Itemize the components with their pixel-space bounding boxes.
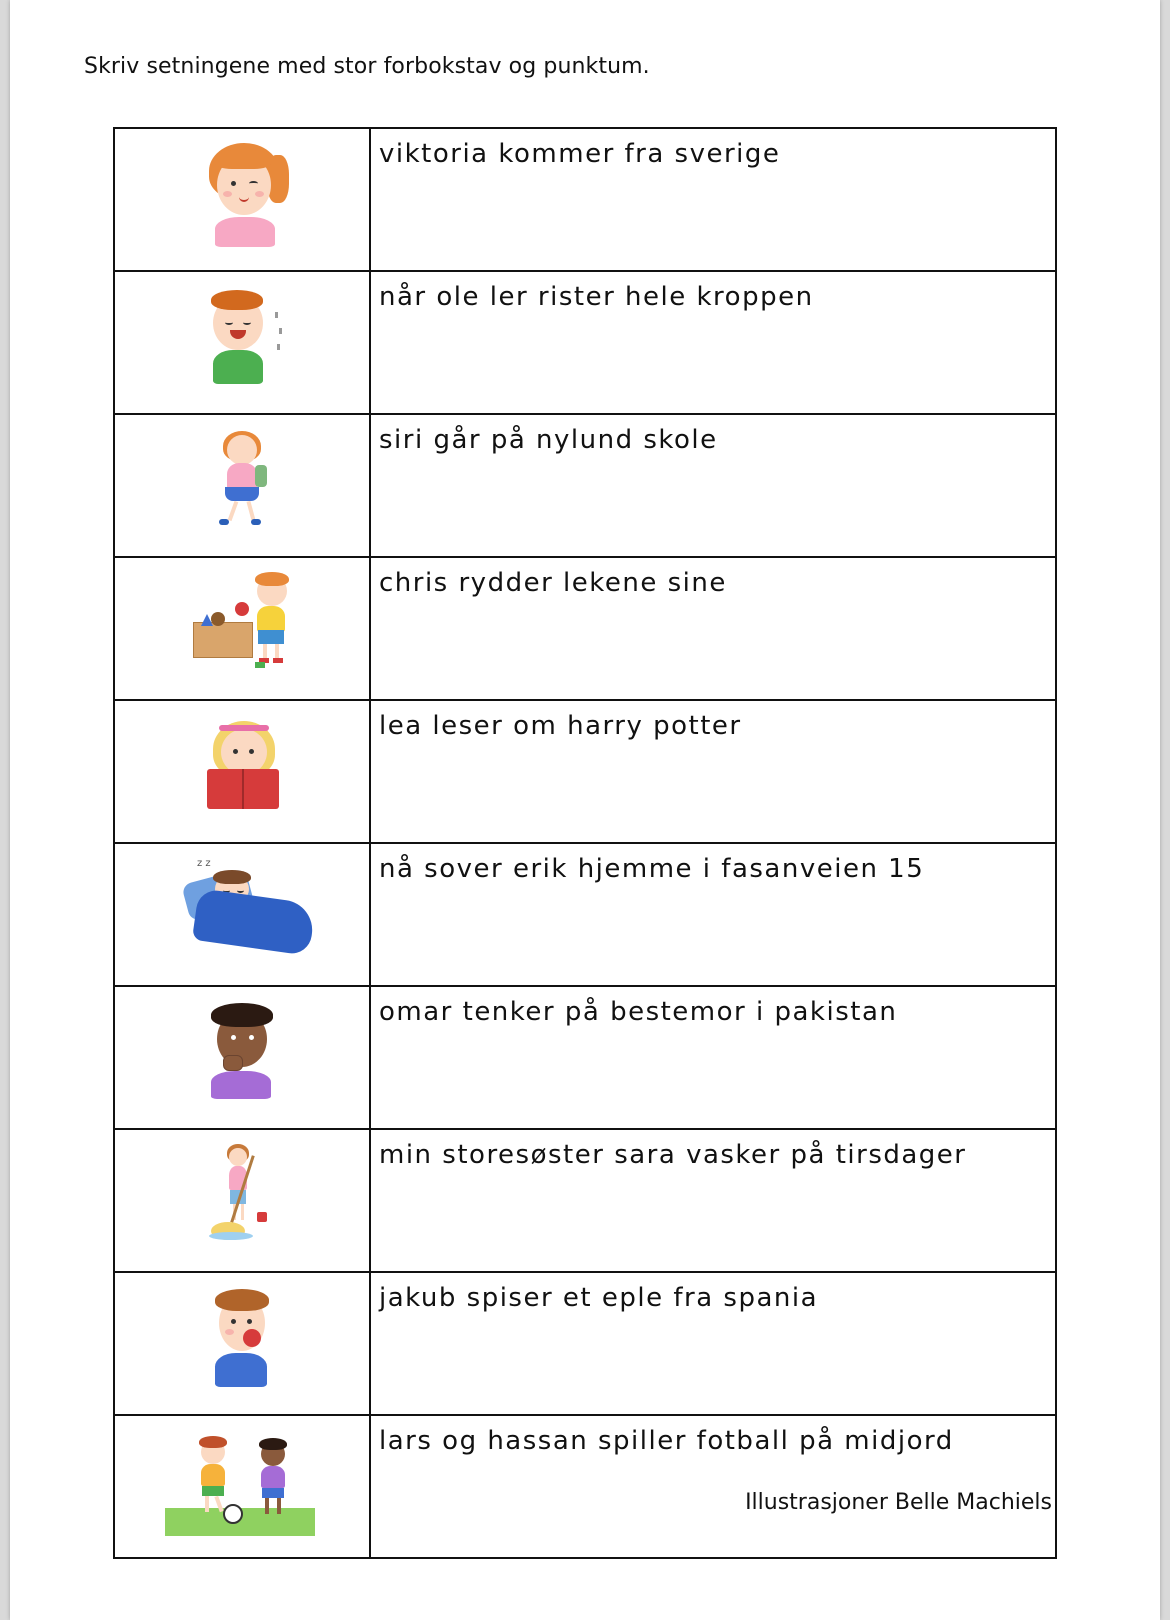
sentence-text: min storesøster sara vasker på tirsdager (370, 1129, 1056, 1272)
boy-sleeping-icon (115, 844, 369, 975)
sentence-text: når ole ler rister hele kroppen (370, 271, 1056, 414)
girl-reading-book-icon (115, 701, 369, 832)
sentence-text: siri går på nylund skole (370, 414, 1056, 557)
sentence-text: lars og hassan spiller fotball på midjord (370, 1415, 1056, 1558)
illustration-credit: Illustrasjoner Belle Machiels (745, 1490, 1052, 1515)
zzz-icon: z z (197, 858, 211, 869)
illustration-cell (114, 1129, 370, 1272)
instruction-text: Skriv setningene med stor forbokstav og punktum. (84, 54, 650, 79)
sentence-text: lea leser om harry potter (370, 700, 1056, 843)
sentence-text: jakub spiser et eple fra spania (370, 1272, 1056, 1415)
table-row (114, 1129, 1056, 1272)
sentence-text: omar tenker på bestemor i pakistan (370, 986, 1056, 1129)
table-row (114, 843, 1056, 986)
illustration-cell (114, 700, 370, 843)
boy-eating-apple-icon (115, 1273, 369, 1404)
illustration-cell (114, 128, 370, 271)
illustration-cell (114, 843, 370, 986)
sentence-text: nå sover erik hjemme i fasanveien 15 (370, 843, 1056, 986)
boy-laughing-icon (115, 272, 369, 403)
boys-playing-football-icon (115, 1416, 369, 1547)
sentence-text: chris rydder lekene sine (370, 557, 1056, 700)
football-icon (223, 1504, 243, 1524)
table-row (114, 128, 1056, 271)
boy-toy-box-icon (115, 558, 369, 689)
table-row (114, 271, 1056, 414)
illustration-cell (114, 1272, 370, 1415)
table-row (114, 986, 1056, 1129)
table-row (114, 1272, 1056, 1415)
table-row (114, 700, 1056, 843)
worksheet-page (10, 0, 1160, 1620)
girl-mopping-icon (115, 1130, 369, 1261)
girl-walking-backpack-icon (115, 415, 369, 546)
illustration-cell (114, 414, 370, 557)
table-row (114, 1415, 1056, 1558)
illustration-cell (114, 986, 370, 1129)
girl-winking-icon (115, 129, 369, 260)
illustration-cell (114, 271, 370, 414)
table-row (114, 414, 1056, 557)
illustration-cell (114, 1415, 370, 1558)
sentence-text: viktoria kommer fra sverige (370, 128, 1056, 271)
boy-thinking-icon (115, 987, 369, 1118)
table-row (114, 557, 1056, 700)
illustration-cell (114, 557, 370, 700)
sentence-table (113, 127, 1057, 1559)
